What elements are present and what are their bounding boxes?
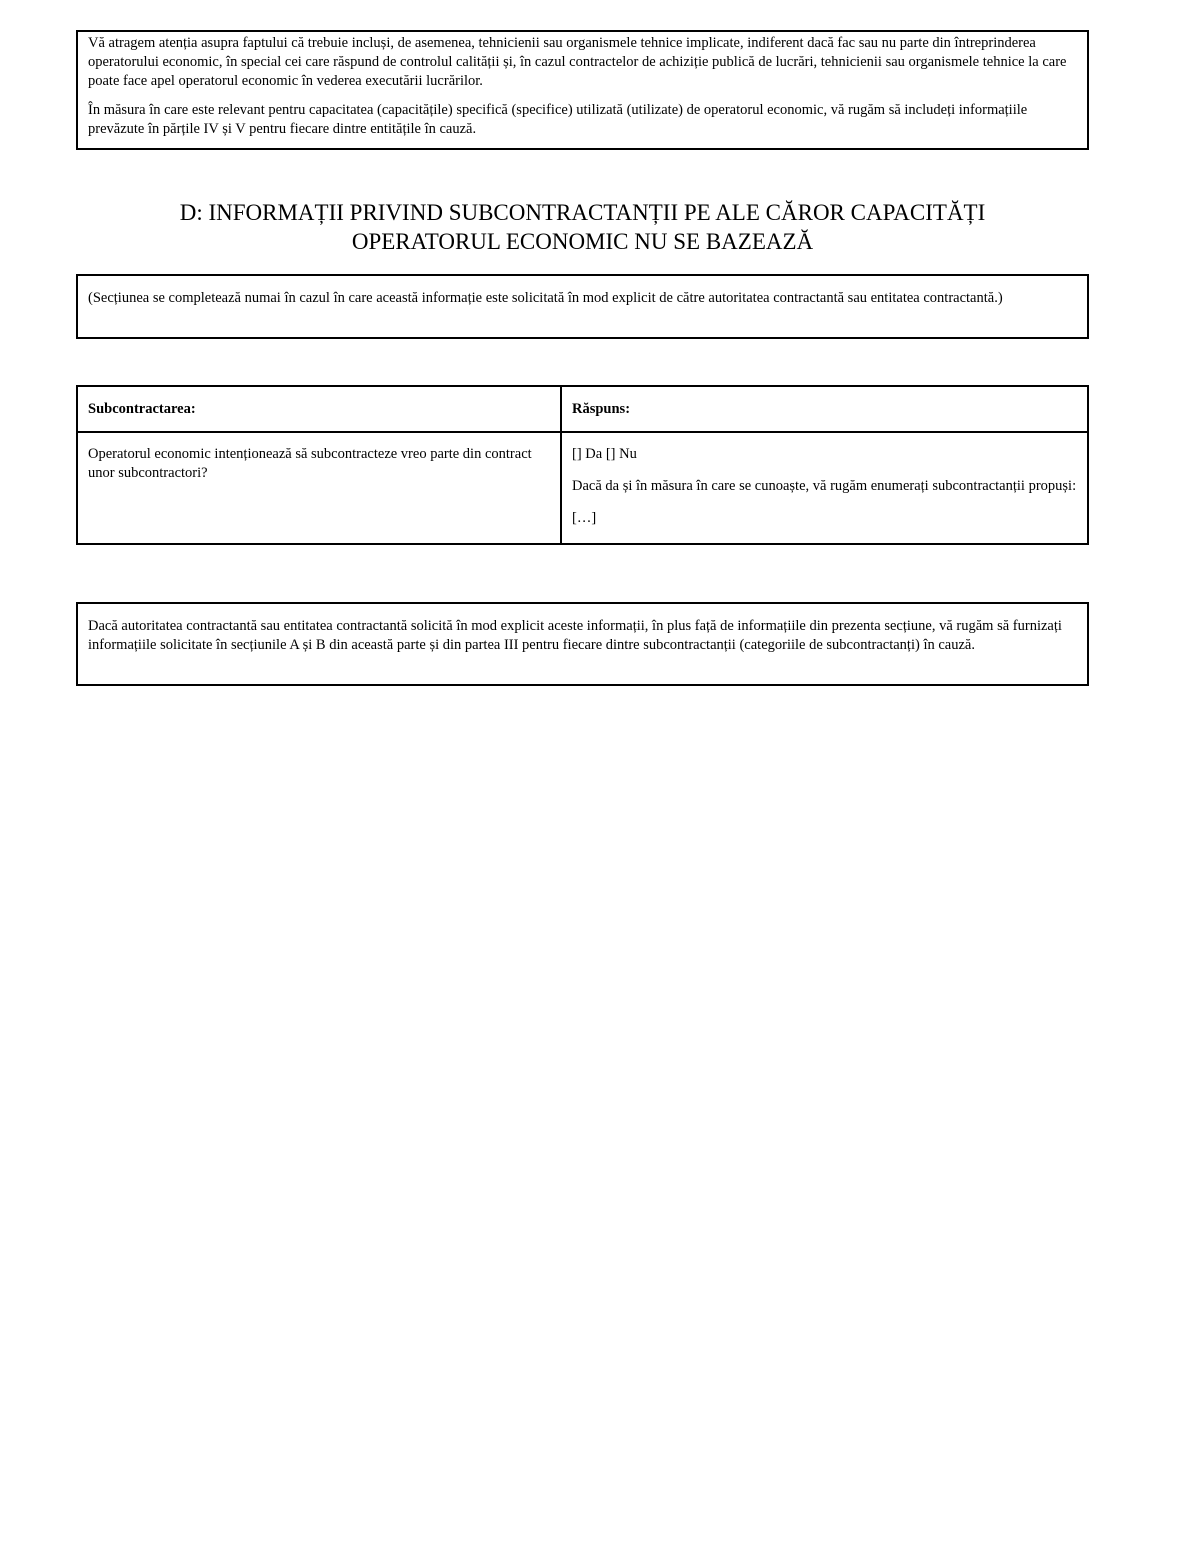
subcontractors-placeholder[interactable]: […] <box>572 510 597 526</box>
subcontracting-question-cell <box>77 432 561 544</box>
section-d-heading <box>76 198 1089 256</box>
header-answer: Răspuns: <box>561 386 1088 432</box>
table-header-row <box>77 386 1088 432</box>
header-subcontracting: Subcontractarea: <box>77 386 561 432</box>
technicians-paragraph: Vă atragem atenția asupra faptului că trebuie incluși, de asemenea, tehnicienii sau organismele tehnice implicate, indiferent dacă fac sau nu parte din întreprinderea operatorului economic, în special cei care răspund de controlul calității și, în cazul contractelor de achiziție publică de lucrări, tehnicienii sau organismele tehnice la care poate face apel operatorul economic în vederea executării lucrărilor. <box>88 35 1067 89</box>
capacities-paragraph: În măsura în care este relevant pentru capacitatea (capacitățile) specifică (specifice) utilizată (utilizate) de operatorul economic, vă rugăm să includeți informațiile prevăzute în părțile IV și V pentru fiecare dintre entitățile în cauză. <box>88 102 1028 137</box>
technicians-info-box <box>76 30 1089 150</box>
additional-info-text: Dacă autoritatea contractantă sau entitatea contractantă solicită în mod explicit aceste informații, în plus față de informațiile din prezenta secțiune, vă rugăm să furnizați informațiile solicitate în secțiunile A și B din această parte și din partea III pentru fiecare dintre subcontractanții (categoriile de subcontractanți) în cauză. <box>88 618 1062 653</box>
section-heading-line-1: D: INFORMAȚII PRIVIND SUBCONTRACTANȚII PE ALE CĂROR CAPACITĂȚI <box>179 200 986 225</box>
subcontracting-question: Operatorul economic intenționează să subcontracteze vreo parte din contract unor subcontractori? <box>88 446 532 481</box>
table-row <box>77 432 1088 544</box>
subcontractors-instruction: Dacă da și în măsura în care se cunoaște, vă rugăm enumerați subcontractanții propuși: <box>572 478 1077 494</box>
section-note-text: (Secțiunea se completează numai în cazul în care această informație este solicitată în mod explicit de către autoritatea contractantă sau entitatea contractantă.) <box>88 290 1003 306</box>
section-heading-line-2: OPERATORUL ECONOMIC NU SE BAZEAZĂ <box>351 229 814 254</box>
section-note-box <box>76 274 1089 339</box>
additional-info-box <box>76 602 1089 686</box>
subcontracting-table <box>76 385 1089 545</box>
yes-no-options[interactable]: [] Da [] Nu <box>572 446 637 462</box>
answer-cell <box>561 432 1088 544</box>
